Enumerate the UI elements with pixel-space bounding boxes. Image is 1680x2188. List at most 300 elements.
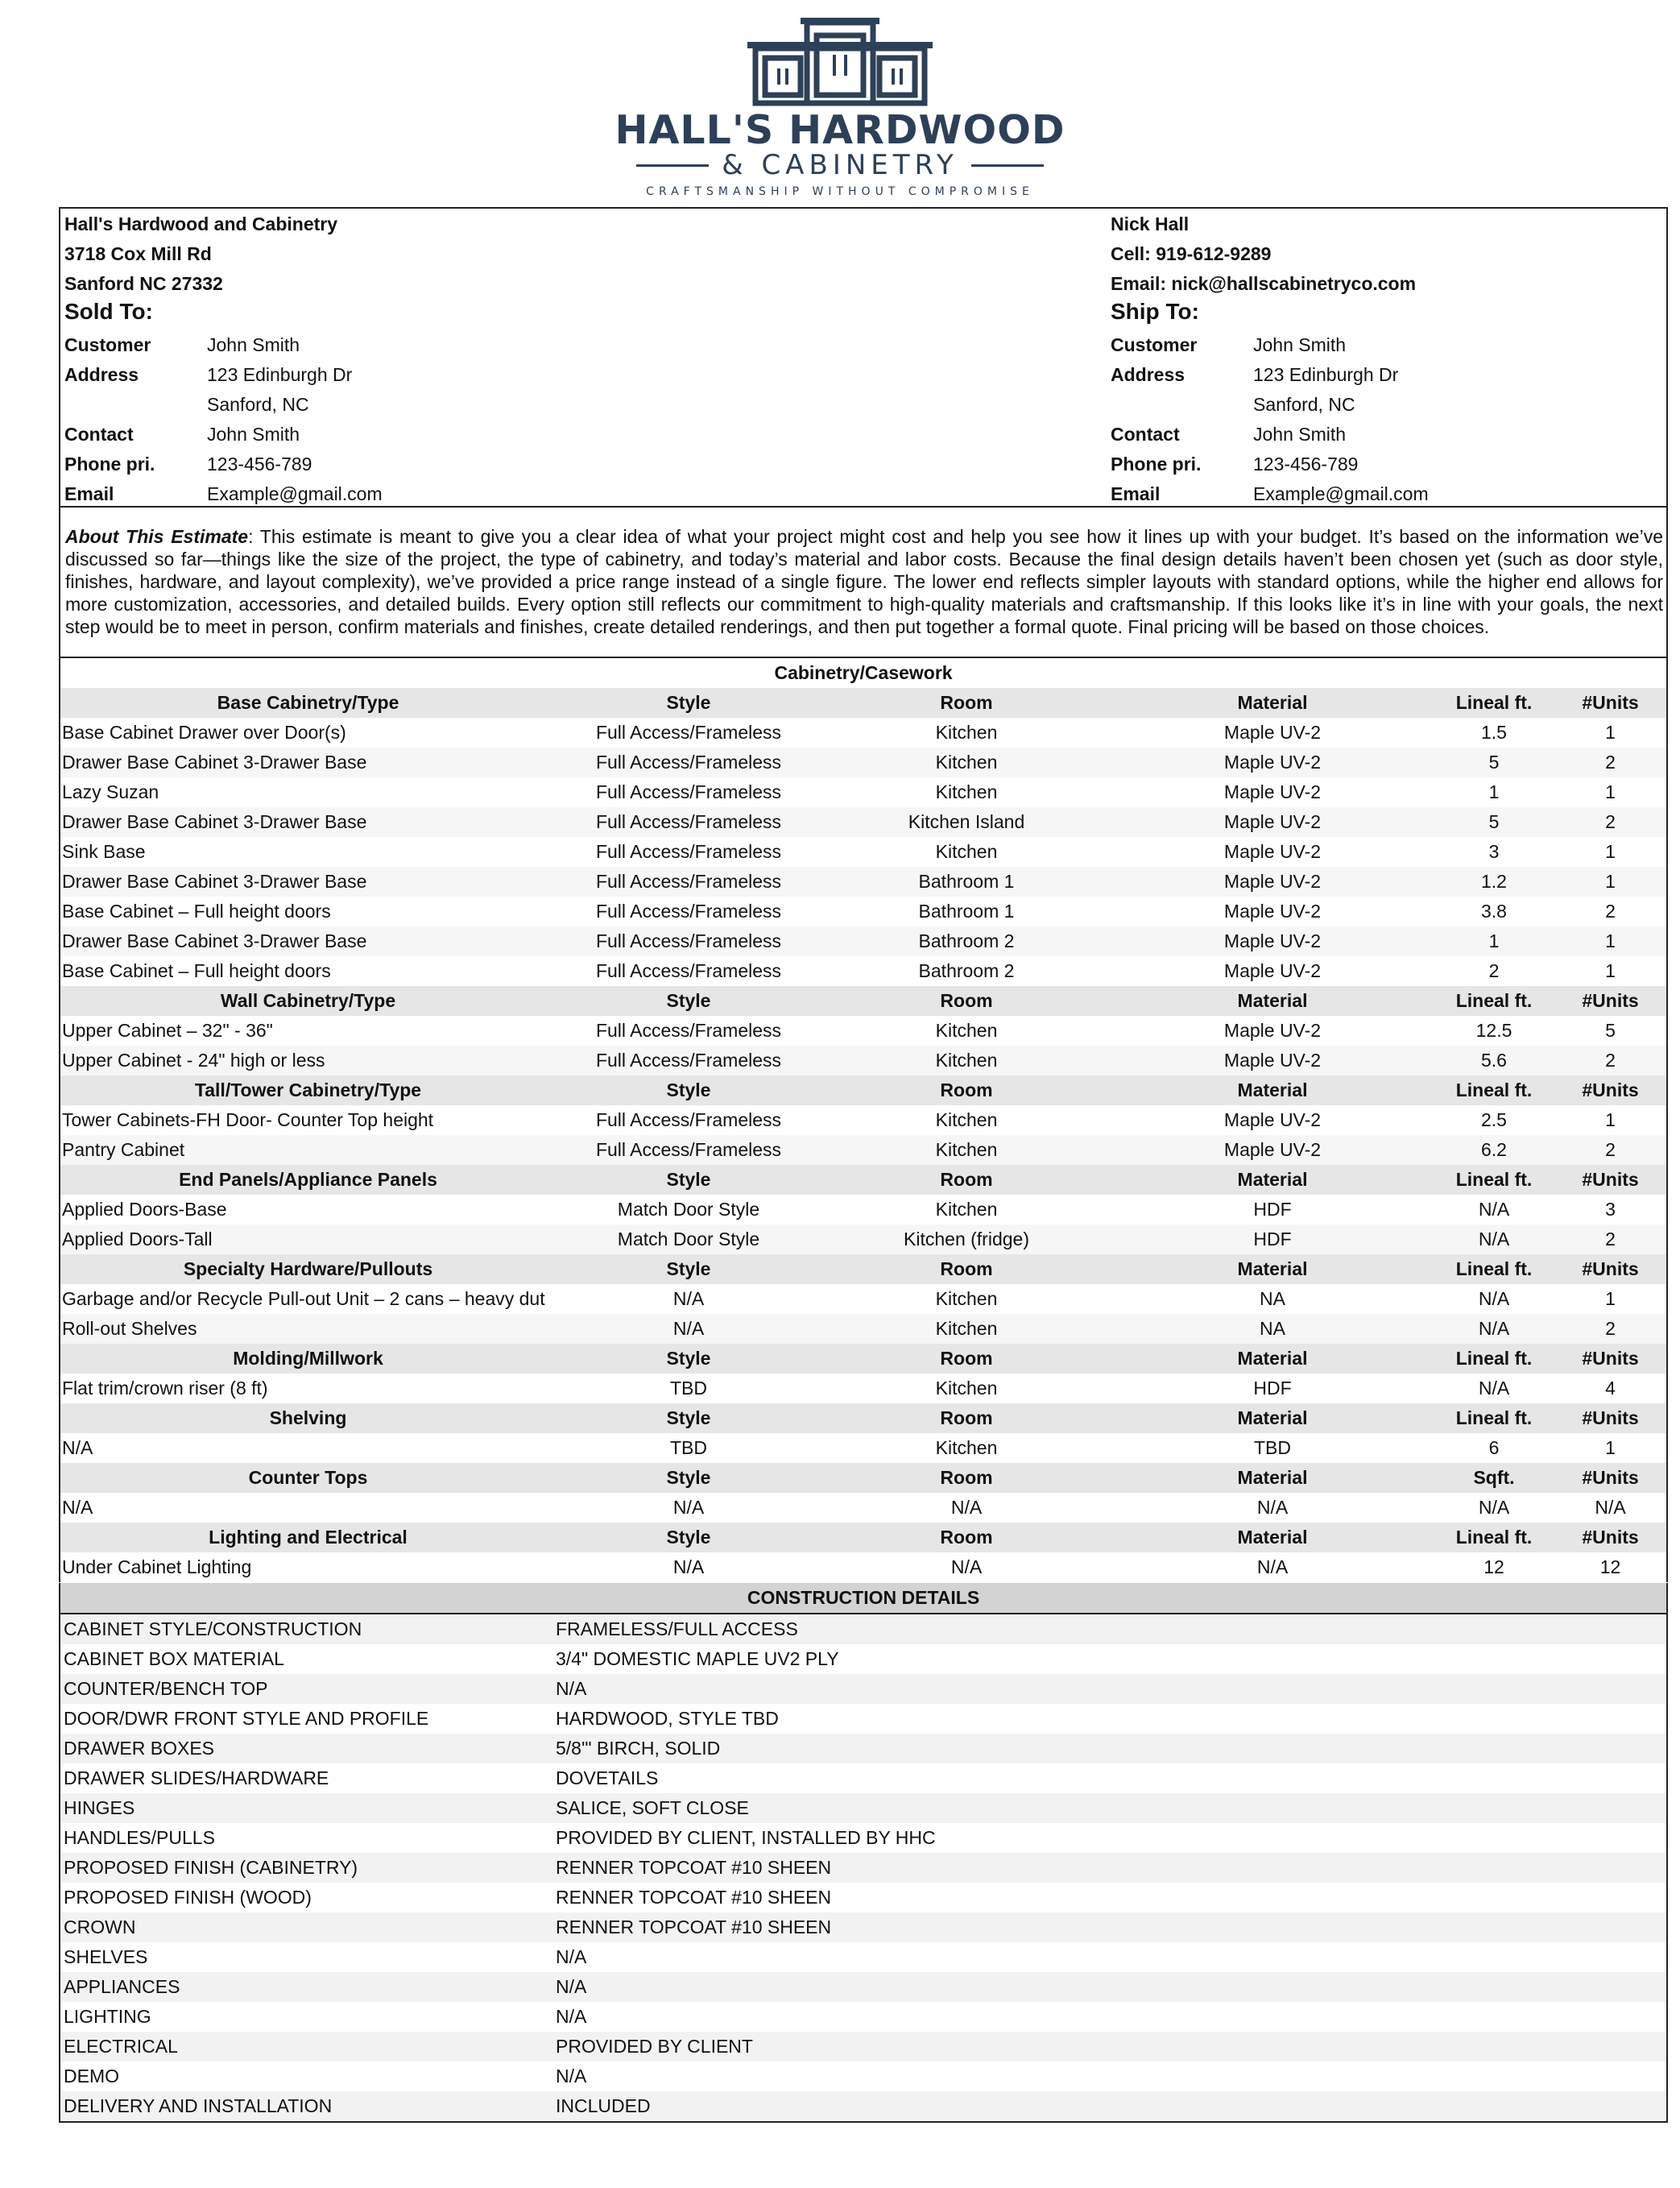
table-cell: Full Access/Frameless — [595, 1109, 782, 1130]
construction-value: RENNER TOPCOAT #10 SHEEN — [556, 1887, 832, 1908]
ship-customer: John Smith — [1253, 334, 1347, 355]
ship-contact-label: Contact — [1111, 424, 1180, 445]
table-cell: HDF — [1253, 1199, 1292, 1220]
section-header-cell: Material — [1111, 688, 1434, 718]
table-cell: Upper Cabinet – 32" - 36" — [62, 1020, 273, 1041]
construction-row — [60, 1942, 1666, 1972]
table-cell: Full Access/Frameless — [595, 841, 782, 862]
construction-value: PROVIDED BY CLIENT — [556, 2036, 753, 2057]
construction-value: N/A — [556, 2006, 587, 2027]
table-cell: 3.8 — [1481, 901, 1507, 922]
section-header-cell: Style — [556, 1523, 821, 1552]
table-cell: 2 — [1554, 1135, 1666, 1165]
table-cell: 1.2 — [1434, 867, 1554, 897]
company-name: Hall's Hardwood and Cabinetry — [64, 213, 338, 234]
construction-row — [60, 1912, 1666, 1942]
table-cell: N/A — [62, 1497, 93, 1518]
table-cell: Maple UV-2 — [1223, 1020, 1322, 1041]
section-header-cell: Material — [1111, 986, 1434, 1016]
table-cell: 5 — [1434, 748, 1554, 777]
section-header-cell: Specialty Hardware/Pullouts — [60, 1254, 556, 1284]
table-cell: 1 — [1554, 926, 1666, 956]
section-header-cell: Material — [1111, 1523, 1434, 1552]
table-row — [60, 837, 1666, 867]
section-header-cell: Style — [556, 1344, 821, 1374]
table-cell: Kitchen — [935, 1378, 998, 1399]
section-header-cell: Room — [821, 1463, 1111, 1493]
logo-sub: & CABINETRY — [722, 149, 958, 181]
section-header-row — [60, 1254, 1666, 1284]
table-row — [60, 1225, 1666, 1254]
construction-row — [60, 1763, 1666, 1793]
table-cell: N/A — [1434, 1225, 1554, 1254]
table-cell: Kitchen — [935, 1199, 998, 1220]
ship-contact: John Smith — [1253, 424, 1347, 445]
construction-row — [60, 1704, 1666, 1734]
construction-key: CABINET STYLE/CONSTRUCTION — [64, 1618, 362, 1639]
table-cell: Drawer Base Cabinet 3-Drawer Base — [60, 807, 556, 837]
construction-value: HARDWOOD, STYLE TBD — [556, 1708, 779, 1729]
section-header-cell: Room — [821, 1523, 1111, 1552]
table-cell: 1 — [1605, 722, 1616, 743]
section-header-cell: #Units — [1554, 986, 1666, 1016]
sold-contact-label: Contact — [64, 424, 134, 445]
table-cell: 2 — [1554, 1225, 1666, 1254]
cabinet-logo-icon — [747, 18, 933, 106]
section-header-cell: #Units — [1554, 1165, 1666, 1195]
table-row — [60, 807, 1666, 837]
section-header-cell: Room — [821, 1403, 1111, 1433]
sold-address-label: Address — [64, 364, 139, 385]
table-cell: Tower Cabinets-FH Door- Counter Top height — [62, 1109, 434, 1130]
table-cell: HDF — [1111, 1225, 1434, 1254]
section-header-cell: Lineal ft. — [1434, 1254, 1554, 1284]
construction-value: PROVIDED BY CLIENT, INSTALLED BY HHC — [556, 1827, 936, 1848]
logo-sub-row — [0, 150, 1680, 180]
table-cell: 12.5 — [1475, 1020, 1512, 1041]
table-cell: N/A — [950, 1497, 983, 1518]
section-header-cell: #Units — [1554, 1523, 1666, 1552]
table-row — [60, 1374, 1666, 1403]
construction-key: CROWN — [64, 1917, 136, 1937]
table-cell: 1 — [1554, 867, 1666, 897]
table-cell: N/A — [950, 1556, 983, 1577]
table-row — [60, 1314, 1666, 1344]
construction-key: APPLIANCES — [64, 1976, 180, 1997]
about-estimate — [59, 508, 1668, 658]
construction-value: FRAMELESS/FULL ACCESS — [556, 1618, 798, 1639]
construction-key: SHELVES — [64, 1946, 148, 1967]
construction-value: DOVETAILS — [556, 1767, 659, 1788]
table-cell: 2 — [1554, 748, 1666, 777]
construction-row — [60, 1793, 1666, 1823]
section-header-cell: Room — [821, 986, 1111, 1016]
table-cell: 1 — [1488, 781, 1500, 802]
ship-to-heading: Ship To: — [1111, 299, 1199, 324]
table-cell: Garbage and/or Recycle Pull-out Unit – 2 cans – heavy dut — [62, 1288, 545, 1309]
construction-value: SALICE, SOFT CLOSE — [556, 1797, 749, 1818]
section-header-row — [60, 1344, 1666, 1374]
table-cell: Maple UV-2 — [1111, 1135, 1434, 1165]
section-header-cell: #Units — [1554, 688, 1666, 718]
section-header-cell: Style — [556, 1165, 821, 1195]
construction-value: INCLUDED — [556, 2095, 651, 2116]
table-cell: NA — [1260, 1288, 1285, 1309]
table-cell: Full Access/Frameless — [595, 1020, 782, 1041]
table-cell: 1 — [1605, 781, 1616, 802]
construction-key: LIGHTING — [64, 2006, 151, 2027]
table-caption: Cabinetry/Casework — [60, 658, 1666, 688]
owner-email: Email: nick@hallscabinetryco.com — [1111, 273, 1417, 294]
table-row — [60, 1284, 1666, 1314]
table-cell: HDF — [1253, 1378, 1292, 1399]
construction-key: DEMO — [64, 2066, 119, 2086]
table-row — [60, 777, 1666, 807]
section-header-cell: Wall Cabinetry/Type — [60, 986, 556, 1016]
section-header-cell: #Units — [1554, 1254, 1666, 1284]
construction-key: HANDLES/PULLS — [64, 1827, 215, 1848]
table-cell: 6 — [1488, 1437, 1500, 1458]
table-cell: Applied Doors-Tall — [60, 1225, 556, 1254]
sold-customer: John Smith — [207, 334, 300, 355]
section-header-cell: Tall/Tower Cabinetry/Type — [60, 1075, 556, 1105]
section-header-cell: Style — [556, 1075, 821, 1105]
table-cell: Base Cabinet Drawer over Door(s) — [62, 722, 346, 743]
table-cell: Maple UV-2 — [1111, 867, 1434, 897]
table-cell: Kitchen — [935, 722, 998, 743]
section-header-cell: Lineal ft. — [1434, 1403, 1554, 1433]
table-row — [60, 1135, 1666, 1165]
sold-address1: 123 Edinburgh Dr — [207, 364, 353, 385]
table-cell: Full Access/Frameless — [556, 1046, 821, 1075]
logo-rule-left — [636, 164, 709, 167]
company-city: Sanford NC 27332 — [64, 273, 223, 294]
section-header-cell: Room — [821, 1344, 1111, 1374]
about-text: : This estimate is meant to give you a clear idea of what your project might cost and help you see how it lines up with your budget. It’s based on the information we’ve discussed so far—things like the size of the project, the type of cabinetry, and today’s material and labor costs. Because the final design details haven’t been chosen yet (such as door style, finishes, hardware, and layout complexity), we’ve provided a price range instead of a single figure. The lower end reflects simpler layouts with standard options, while the higher end allows for more customization, accessories, and detailed builds. Every option still reflects our commitment to high-quality materials and craftsmanship. If this looks like it’s in line with your goals, the next step would be to meet in person, confirm materials and finishes, create detailed renderings, and then put together a formal quote. Final pricing will be based on those choices. — [65, 526, 1663, 637]
table-cell: 1 — [1605, 841, 1616, 862]
construction-key: ELECTRICAL — [64, 2036, 178, 2057]
section-header-cell: Room — [821, 1254, 1111, 1284]
table-cell: N/A — [1256, 1497, 1289, 1518]
table-cell: Kitchen — [935, 841, 998, 862]
table-cell: Maple UV-2 — [1223, 960, 1322, 981]
ship-customer-label: Customer — [1111, 334, 1198, 355]
section-header-cell: Style — [556, 1403, 821, 1433]
ship-phone-label: Phone pri. — [1111, 454, 1202, 474]
table-cell: N/A — [672, 1497, 705, 1518]
table-cell: 5 — [1434, 807, 1554, 837]
table-cell: 2.5 — [1481, 1109, 1507, 1130]
section-header-row — [60, 1403, 1666, 1433]
section-header-cell: Room — [821, 688, 1111, 718]
table-cell: 1 — [1605, 1109, 1616, 1130]
table-row — [60, 1493, 1666, 1523]
section-header-cell: Sqft. — [1434, 1463, 1554, 1493]
table-cell: Maple UV-2 — [1111, 807, 1434, 837]
section-header-cell: Lineal ft. — [1434, 1075, 1554, 1105]
section-header-cell: Lineal ft. — [1434, 1344, 1554, 1374]
section-header-cell: Room — [821, 1075, 1111, 1105]
table-cell: Kitchen — [821, 1135, 1111, 1165]
table-cell: N/A — [62, 1437, 93, 1458]
table-cell: 6.2 — [1434, 1135, 1554, 1165]
table-cell: Full Access/Frameless — [595, 722, 782, 743]
ship-phone: 123-456-789 — [1253, 454, 1359, 474]
table-cell: Drawer Base Cabinet 3-Drawer Base — [60, 867, 556, 897]
ship-address2: Sanford, NC — [1253, 394, 1355, 415]
construction-row — [60, 1734, 1666, 1763]
ship-address1: 123 Edinburgh Dr — [1253, 364, 1399, 385]
table-row — [60, 897, 1666, 926]
section-header-cell: Material — [1111, 1463, 1434, 1493]
table-cell: 4 — [1605, 1378, 1616, 1399]
table-cell: Kitchen — [935, 781, 998, 802]
table-cell: Maple UV-2 — [1111, 926, 1434, 956]
table-cell: Kitchen — [821, 1046, 1111, 1075]
table-cell: 2 — [1554, 1046, 1666, 1075]
table-cell: 2 — [1554, 1314, 1666, 1344]
sold-customer-label: Customer — [64, 334, 151, 355]
table-row — [60, 1552, 1666, 1582]
section-header-cell: #Units — [1554, 1403, 1666, 1433]
table-cell: Full Access/Frameless — [556, 1135, 821, 1165]
construction-value: N/A — [556, 1946, 587, 1967]
section-header-cell: Material — [1111, 1075, 1434, 1105]
table-cell: NA — [1111, 1314, 1434, 1344]
table-cell: N/A — [1256, 1556, 1289, 1577]
construction-details — [59, 1583, 1668, 2123]
table-cell: Bathroom 2 — [821, 926, 1111, 956]
construction-key: PROPOSED FINISH (WOOD) — [64, 1887, 312, 1908]
construction-row — [60, 1823, 1666, 1853]
table-cell: Bathroom 2 — [918, 960, 1015, 981]
table-cell: Match Door Style — [617, 1199, 760, 1220]
table-cell: Match Door Style — [556, 1225, 821, 1254]
table-cell: Sink Base — [62, 841, 146, 862]
table-cell: Full Access/Frameless — [556, 748, 821, 777]
table-cell: Kitchen — [821, 748, 1111, 777]
table-cell: Roll-out Shelves — [60, 1314, 556, 1344]
table-cell: TBD — [670, 1378, 707, 1399]
table-cell: Full Access/Frameless — [556, 867, 821, 897]
table-row — [60, 956, 1666, 986]
table-cell: Pantry Cabinet — [60, 1135, 556, 1165]
table-cell: N/A — [1478, 1199, 1510, 1220]
logo-rule-right — [971, 164, 1044, 167]
table-cell: TBD — [670, 1437, 707, 1458]
construction-row — [60, 2032, 1666, 2062]
table-cell: Kitchen — [935, 1288, 998, 1309]
table-cell: Kitchen — [935, 1020, 998, 1041]
table-cell: Maple UV-2 — [1111, 1046, 1434, 1075]
table-cell: N/A — [1478, 1288, 1510, 1309]
table-cell: 1.5 — [1481, 722, 1507, 743]
construction-row — [60, 1614, 1666, 1644]
construction-value: RENNER TOPCOAT #10 SHEEN — [556, 1857, 832, 1878]
table-cell: Full Access/Frameless — [595, 901, 782, 922]
section-header-cell: End Panels/Appliance Panels — [60, 1165, 556, 1195]
section-header-cell: #Units — [1554, 1344, 1666, 1374]
company-street: 3718 Cox Mill Rd — [64, 243, 212, 264]
table-cell: 1 — [1605, 960, 1616, 981]
table-cell: Upper Cabinet - 24" high or less — [60, 1046, 556, 1075]
table-cell: Maple UV-2 — [1223, 841, 1322, 862]
table-cell: 2 — [1488, 960, 1500, 981]
table-cell: Kitchen — [821, 1314, 1111, 1344]
table-cell: Applied Doors-Base — [62, 1199, 227, 1220]
table-cell: Base Cabinet – Full height doors — [62, 960, 331, 981]
table-cell: Maple UV-2 — [1223, 781, 1322, 802]
table-cell: 5.6 — [1434, 1046, 1554, 1075]
table-cell: N/A — [1478, 1378, 1510, 1399]
construction-row — [60, 1674, 1666, 1704]
section-header-cell: #Units — [1554, 1075, 1666, 1105]
table-cell: 12 — [1483, 1556, 1504, 1577]
construction-row — [60, 1853, 1666, 1883]
table-cell: 1 — [1605, 1288, 1616, 1309]
construction-row — [60, 1644, 1666, 1674]
table-cell: Bathroom 1 — [918, 901, 1015, 922]
owner-name: Nick Hall — [1111, 213, 1190, 234]
table-cell: 12 — [1599, 1556, 1621, 1577]
sold-to-heading: Sold To: — [64, 299, 153, 324]
table-cell: Full Access/Frameless — [556, 807, 821, 837]
logo-name: HALL'S HARDWOOD — [614, 107, 1066, 153]
table-row — [60, 867, 1666, 897]
table-cell: Drawer Base Cabinet 3-Drawer Base — [60, 926, 556, 956]
section-header-cell: Lineal ft. — [1434, 1165, 1554, 1195]
table-cell: 3 — [1488, 841, 1500, 862]
section-header-row — [60, 1463, 1666, 1493]
table-cell: Base Cabinet – Full height doors — [62, 901, 331, 922]
section-header-cell: Molding/Millwork — [60, 1344, 556, 1374]
logo-tagline: CRAFTSMANSHIP WITHOUT COMPROMISE — [646, 185, 1034, 198]
section-header-row — [60, 986, 1666, 1016]
table-row — [60, 926, 1666, 956]
construction-key: CABINET BOX MATERIAL — [64, 1648, 284, 1669]
construction-row — [60, 2062, 1666, 2091]
section-header-cell: #Units — [1554, 1463, 1666, 1493]
table-cell: Maple UV-2 — [1223, 901, 1322, 922]
table-row — [60, 1433, 1666, 1463]
table-cell: Bathroom 1 — [821, 867, 1111, 897]
section-header-row — [60, 1523, 1666, 1552]
header-box — [59, 207, 1668, 508]
ship-email: Example@gmail.com — [1253, 483, 1429, 504]
table-row — [60, 1016, 1666, 1046]
construction-value: N/A — [556, 2066, 587, 2086]
table-row — [60, 718, 1666, 748]
section-header-cell: Material — [1111, 1165, 1434, 1195]
section-header-cell: Material — [1111, 1254, 1434, 1284]
table-cell: Maple UV-2 — [1223, 1109, 1322, 1130]
section-header-cell: Style — [556, 986, 821, 1016]
construction-key: COUNTER/BENCH TOP — [64, 1678, 268, 1699]
sold-email: Example@gmail.com — [207, 483, 383, 504]
section-header-cell: Style — [556, 688, 821, 718]
construction-value: 5/8'" BIRCH, SOLID — [556, 1738, 721, 1759]
construction-row — [60, 1883, 1666, 1912]
section-header-cell: Lineal ft. — [1434, 688, 1554, 718]
table-cell: 2 — [1554, 807, 1666, 837]
cabinetry-table — [59, 658, 1668, 1582]
section-header-cell: Base Cabinetry/Type — [60, 688, 556, 718]
table-cell: TBD — [1254, 1437, 1291, 1458]
construction-row — [60, 1972, 1666, 2002]
table-cell: Kitchen Island — [821, 807, 1111, 837]
sold-email-label: Email — [64, 483, 114, 504]
construction-key: HINGES — [64, 1797, 135, 1818]
section-header-cell: Lighting and Electrical — [60, 1523, 556, 1552]
table-cell: Kitchen (fridge) — [821, 1225, 1111, 1254]
ship-address-label: Address — [1111, 364, 1186, 385]
table-row — [60, 1105, 1666, 1135]
section-header-cell: Material — [1111, 1344, 1434, 1374]
table-cell: N/A — [556, 1314, 821, 1344]
construction-row — [60, 2002, 1666, 2032]
sold-address2: Sanford, NC — [207, 394, 309, 415]
construction-key: PROPOSED FINISH (CABINETRY) — [64, 1857, 358, 1878]
construction-key: DELIVERY AND INSTALLATION — [64, 2095, 333, 2116]
table-cell: N/A — [1478, 1497, 1510, 1518]
table-cell: 1 — [1605, 1437, 1616, 1458]
section-header-row — [60, 1075, 1666, 1105]
section-header-cell: Room — [821, 1165, 1111, 1195]
table-cell: 2 — [1605, 901, 1616, 922]
table-cell: Full Access/Frameless — [556, 926, 821, 956]
table-cell: Full Access/Frameless — [595, 781, 782, 802]
table-cell: 3 — [1605, 1199, 1616, 1220]
section-header-cell: Shelving — [60, 1403, 556, 1433]
about-label: About This Estimate — [65, 526, 249, 547]
table-cell: Lazy Suzan — [62, 781, 159, 802]
table-cell: Kitchen — [935, 1109, 998, 1130]
section-header-cell: Style — [556, 1463, 821, 1493]
construction-value: 3/4" DOMESTIC MAPLE UV2 PLY — [556, 1648, 839, 1669]
table-cell: N/A — [1434, 1314, 1554, 1344]
table-row — [60, 1195, 1666, 1225]
sold-phone-label: Phone pri. — [64, 454, 155, 474]
sold-contact: John Smith — [207, 424, 300, 445]
section-header-cell: Material — [1111, 1403, 1434, 1433]
table-row — [60, 1046, 1666, 1075]
table-cell: N/A — [1595, 1497, 1626, 1518]
table-cell: Under Cabinet Lighting — [62, 1556, 252, 1577]
sold-phone: 123-456-789 — [207, 454, 312, 474]
table-cell: Drawer Base Cabinet 3-Drawer Base — [60, 748, 556, 777]
construction-key: DOOR/DWR FRONT STYLE AND PROFILE — [64, 1708, 429, 1729]
construction-value: N/A — [556, 1976, 587, 1997]
section-header-cell: Lineal ft. — [1434, 986, 1554, 1016]
section-header-cell: Lineal ft. — [1434, 1523, 1554, 1552]
table-cell: Maple UV-2 — [1223, 722, 1322, 743]
table-cell: Flat trim/crown riser (8 ft) — [62, 1378, 268, 1399]
construction-row — [60, 2091, 1666, 2121]
section-header-cell: Style — [556, 1254, 821, 1284]
table-cell: Full Access/Frameless — [595, 960, 782, 981]
table-cell: N/A — [672, 1288, 705, 1309]
ship-email-label: Email — [1111, 483, 1161, 504]
table-cell: 5 — [1605, 1020, 1616, 1041]
section-header-cell: Counter Tops — [60, 1463, 556, 1493]
construction-key: DRAWER SLIDES/HARDWARE — [64, 1767, 329, 1788]
section-header-row — [60, 688, 1666, 718]
company-logo — [0, 18, 1680, 198]
table-cell: N/A — [672, 1556, 705, 1577]
table-cell: Maple UV-2 — [1111, 748, 1434, 777]
table-cell: Kitchen — [935, 1437, 998, 1458]
section-header-row — [60, 1165, 1666, 1195]
